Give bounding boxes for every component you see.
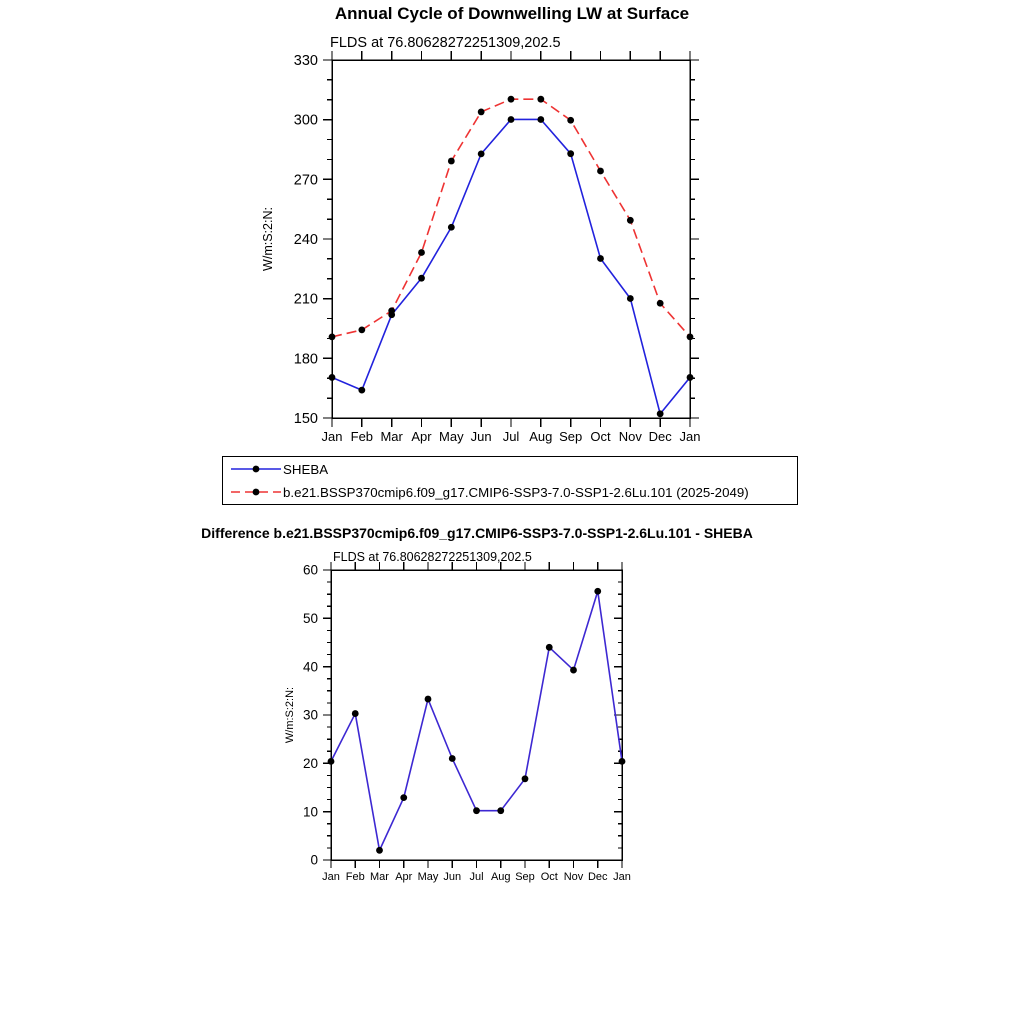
- svg-text:150: 150: [293, 411, 318, 428]
- legend-row-model: [223, 482, 797, 503]
- model-dashed-line-sample-icon: [229, 486, 283, 498]
- svg-text:60: 60: [302, 562, 318, 578]
- legend-box: [222, 456, 798, 505]
- svg-text:Jun: Jun: [470, 429, 492, 444]
- svg-text:30: 30: [302, 707, 318, 723]
- svg-text:Dec: Dec: [587, 871, 608, 883]
- svg-text:240: 240: [293, 232, 318, 249]
- svg-text:10: 10: [302, 804, 318, 820]
- svg-text:Dec: Dec: [648, 429, 672, 444]
- svg-text:Nov: Nov: [563, 871, 584, 883]
- svg-text:Aug: Aug: [490, 871, 511, 883]
- svg-text:May: May: [417, 871, 439, 883]
- chart2-title: Difference b.e21.BSSP370cmip6.f09_g17.CMIP6-SSP3-7.0-SSP1-2.6Lu.101 - SHEBA: [201, 525, 753, 541]
- svg-text:Jan: Jan: [321, 429, 343, 444]
- legend-sheba-label: SHEBA: [283, 461, 329, 477]
- svg-text:Jul: Jul: [502, 429, 520, 444]
- svg-text:Aug: Aug: [529, 429, 553, 444]
- svg-text:Mar: Mar: [380, 429, 403, 444]
- svg-text:0: 0: [310, 852, 318, 868]
- svg-text:300: 300: [293, 112, 318, 129]
- svg-text:Jan: Jan: [679, 429, 701, 444]
- svg-text:Apr: Apr: [411, 429, 432, 444]
- svg-text:20: 20: [302, 756, 318, 772]
- svg-text:Jan: Jan: [613, 871, 631, 883]
- svg-text:Feb: Feb: [345, 871, 365, 883]
- chart2-subtitle: FLDS at 76.80628272251309,202.5: [333, 550, 532, 564]
- sheba-line-sample-icon: [229, 463, 283, 475]
- svg-text:50: 50: [302, 611, 318, 627]
- svg-text:Oct: Oct: [540, 871, 558, 883]
- svg-text:Jul: Jul: [469, 871, 484, 883]
- chart1-subtitle: FLDS at 76.80628272251309,202.5: [330, 35, 561, 51]
- svg-text:Nov: Nov: [618, 429, 642, 444]
- svg-text:Oct: Oct: [590, 429, 611, 444]
- svg-text:210: 210: [293, 291, 318, 308]
- svg-text:Sep: Sep: [515, 871, 535, 883]
- svg-text:Mar: Mar: [370, 871, 389, 883]
- svg-text:330: 330: [293, 53, 318, 70]
- svg-text:Jan: Jan: [322, 871, 340, 883]
- svg-text:W/m:S:2:N:: W/m:S:2:N:: [261, 207, 275, 271]
- svg-text:May: May: [439, 429, 464, 444]
- svg-text:W/m:S:2:N:: W/m:S:2:N:: [284, 686, 296, 744]
- legend-model-label: b.e21.BSSP370cmip6.f09_g17.CMIP6-SSP3-7.0-SSP1-2.6Lu.101 (2025-2049): [283, 484, 749, 500]
- svg-text:Jun: Jun: [443, 871, 462, 883]
- svg-text:270: 270: [293, 172, 318, 189]
- svg-text:180: 180: [293, 351, 318, 368]
- svg-text:Apr: Apr: [395, 871, 413, 883]
- chart1-title: Annual Cycle of Downwelling LW at Surface: [334, 4, 690, 23]
- svg-text:40: 40: [302, 659, 318, 675]
- svg-text:Sep: Sep: [559, 429, 583, 444]
- legend-row-sheba: [223, 459, 797, 480]
- svg-text:Feb: Feb: [350, 429, 374, 444]
